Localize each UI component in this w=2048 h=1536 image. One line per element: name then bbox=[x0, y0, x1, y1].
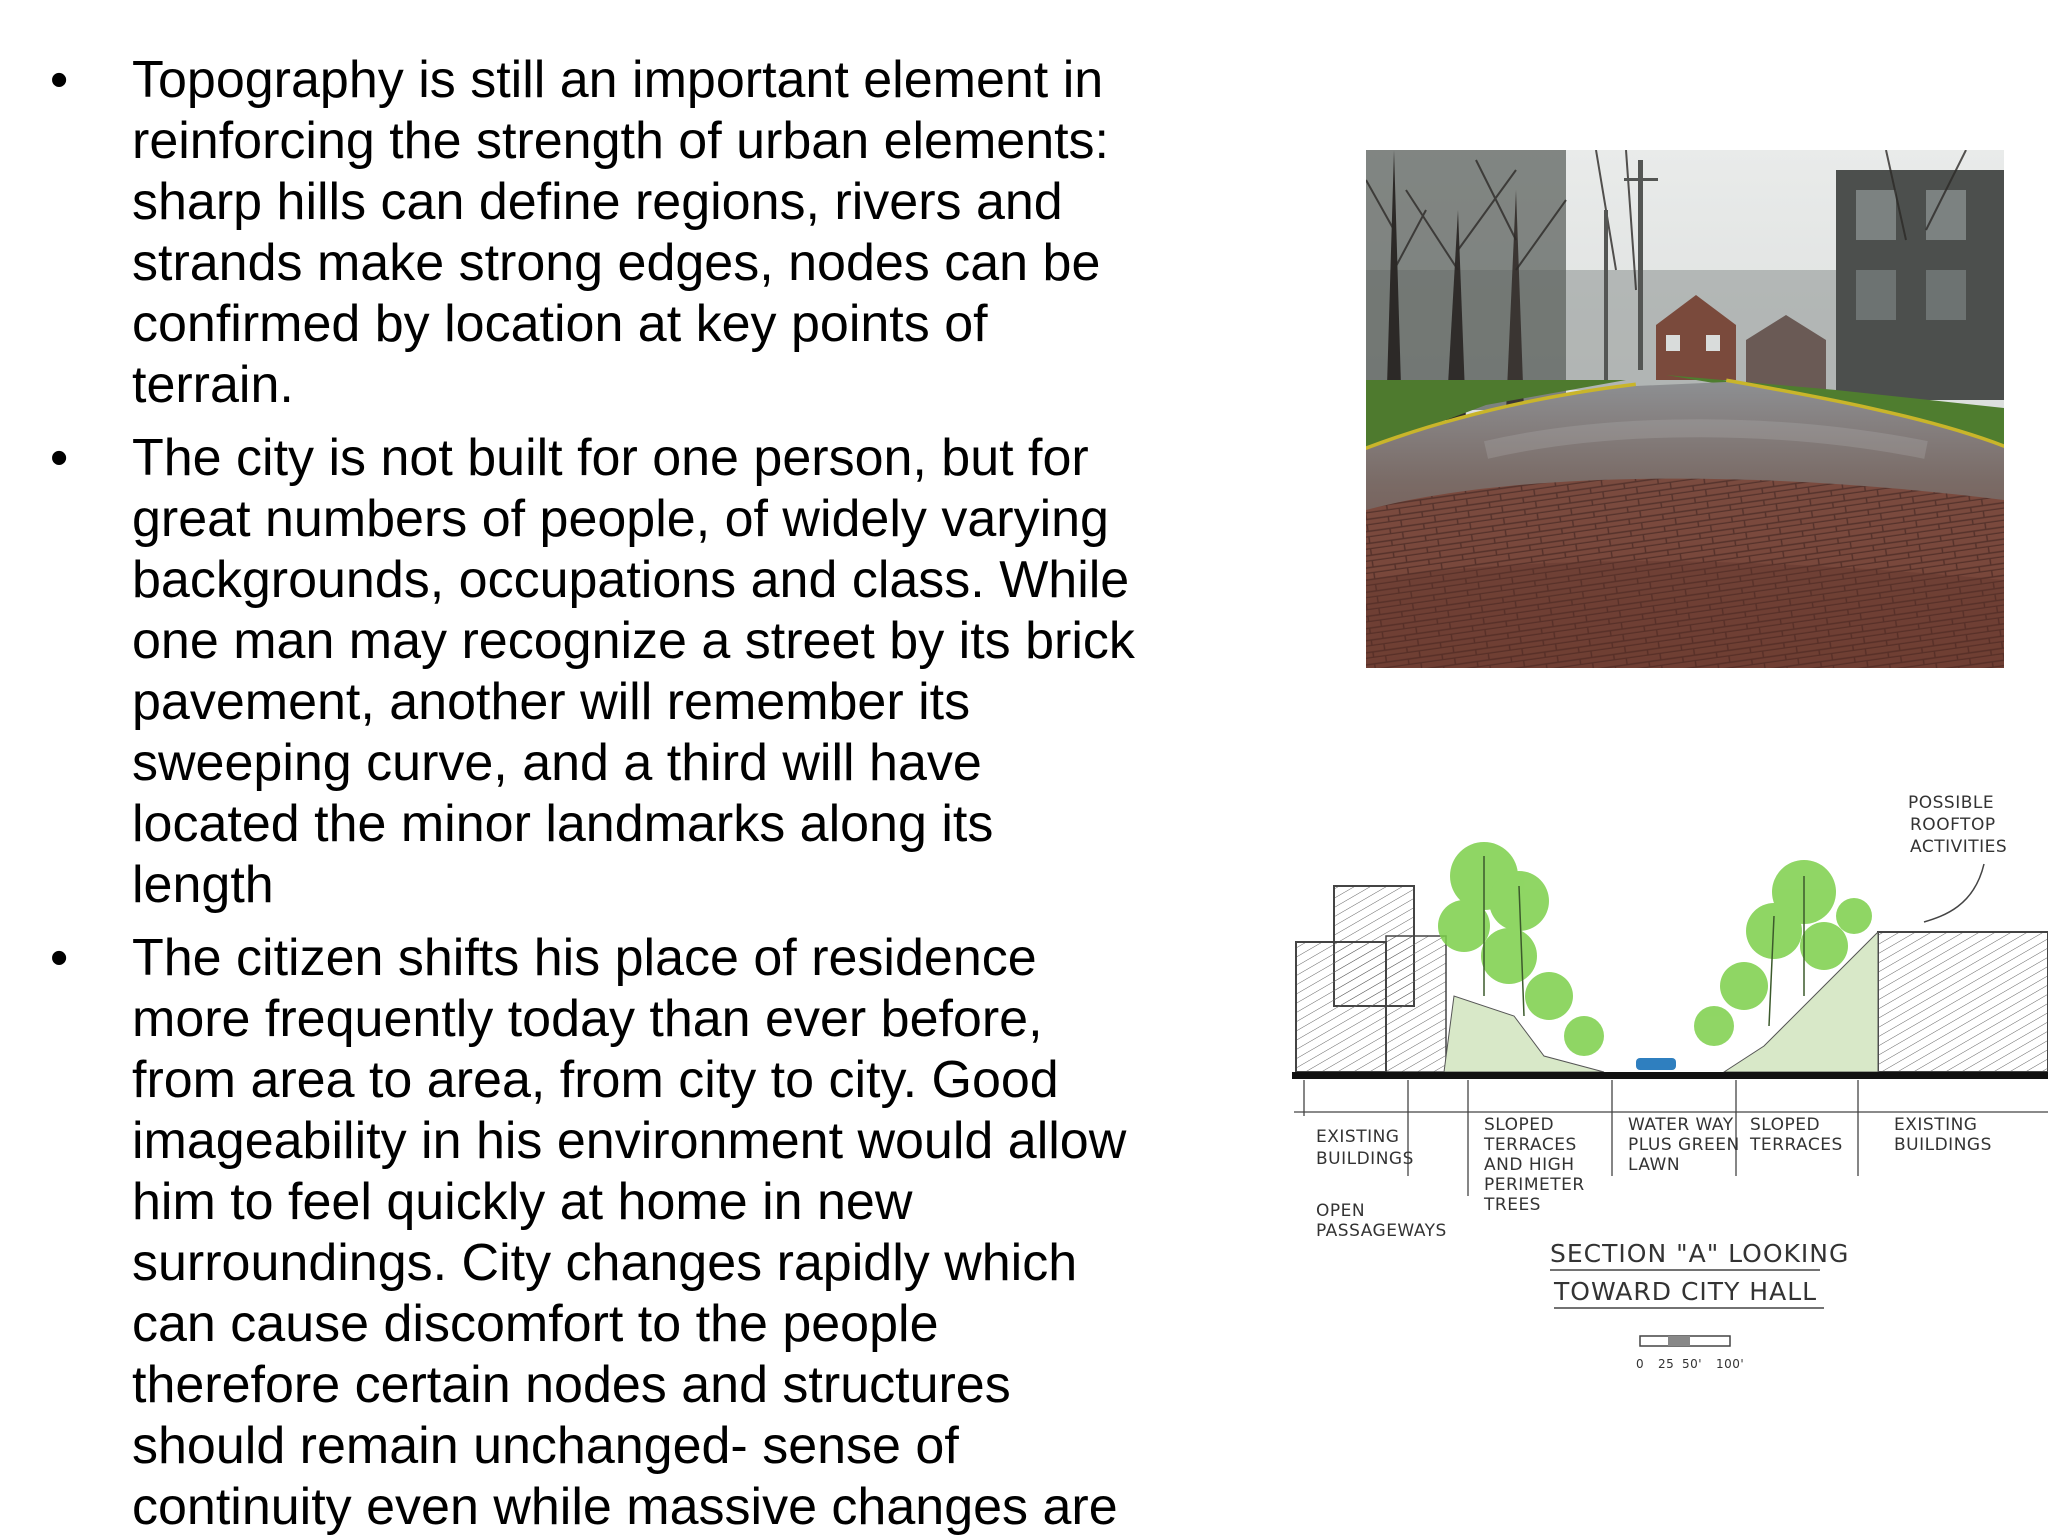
bullet-item bbox=[50, 928, 1290, 1536]
bullet-text-line: more frequently today than ever before, bbox=[132, 990, 1043, 1048]
scale-tick: 50' bbox=[1682, 1357, 1703, 1371]
label-rooftop-line: POSSIBLE bbox=[1908, 793, 1995, 813]
label-sloped-terraces-left: AND HIGH bbox=[1484, 1155, 1575, 1175]
bullet-marker: • bbox=[50, 429, 69, 487]
bullet-text-line: therefore certain nodes and structures bbox=[132, 1356, 1011, 1414]
label-water-way: PLUS GREEN bbox=[1628, 1135, 1740, 1155]
bullet-item bbox=[50, 428, 1290, 916]
section-title-line: TOWARD CITY HALL bbox=[1554, 1277, 1818, 1306]
street-section-sketch bbox=[1284, 696, 2048, 1536]
label-rooftop-line: ROOFTOP bbox=[1910, 815, 1996, 835]
label-sloped-terraces-right: SLOPED bbox=[1750, 1115, 1821, 1135]
bullet-text-line: continuity even while massive changes are bbox=[132, 1478, 1118, 1536]
bullet-text-line: Topography is still an important element in bbox=[132, 51, 1104, 109]
bullet-text-line: The citizen shifts his place of residence bbox=[132, 929, 1037, 987]
bullet-text-line: terrain. bbox=[132, 356, 294, 414]
bullet-item bbox=[50, 50, 1290, 416]
bullet-text-line: pavement, another will remember its bbox=[132, 673, 971, 731]
label-sloped-terraces-left: PERIMETER bbox=[1484, 1175, 1585, 1195]
label-existing-buildings-right: EXISTING bbox=[1894, 1115, 1978, 1135]
label-sloped-terraces-left: TERRACES bbox=[1484, 1135, 1577, 1155]
bullet-text-line: located the minor landmarks along its bbox=[132, 795, 994, 853]
bullet-text-line: length bbox=[132, 856, 274, 914]
bullet-text-line: reinforcing the strength of urban elements: bbox=[132, 112, 1110, 170]
bullet-text-line: can cause discomfort to the people bbox=[132, 1295, 939, 1353]
label-sloped-terraces-right: TERRACES bbox=[1750, 1135, 1843, 1155]
scale-tick: 25 bbox=[1658, 1357, 1675, 1371]
bullet-text-line: one man may recognize a street by its brick bbox=[132, 612, 1135, 670]
label-open-passageways: PASSAGEWAYS bbox=[1316, 1221, 1447, 1241]
bullet-text-line: backgrounds, occupations and class. While bbox=[132, 551, 1130, 609]
bullet-text-line: him to feel quickly at home in new bbox=[132, 1173, 913, 1231]
bullet-text-line: confirmed by location at key points of bbox=[132, 295, 988, 353]
bullet-text-line: should remain unchanged- sense of bbox=[132, 1417, 959, 1475]
label-water-way: WATER WAY bbox=[1628, 1115, 1734, 1135]
label-water-way: LAWN bbox=[1628, 1155, 1681, 1175]
label-sloped-terraces-left: TREES bbox=[1484, 1195, 1541, 1215]
bullet-text-line: strands make strong edges, nodes can be bbox=[132, 234, 1101, 292]
bullet-text-line: sweeping curve, and a third will have bbox=[132, 734, 982, 792]
bullet-text-line: imageability in his environment would allow bbox=[132, 1112, 1127, 1170]
label-sloped-terraces-left: SLOPED bbox=[1484, 1115, 1555, 1135]
bullet-text-line: sharp hills can define regions, rivers and bbox=[132, 173, 1063, 231]
label-existing-buildings-right: BUILDINGS bbox=[1894, 1135, 1992, 1155]
bullet-text-line: from area to area, from city to city. Good bbox=[132, 1051, 1059, 1109]
scale-tick: 0 bbox=[1636, 1357, 1645, 1371]
bullet-list bbox=[50, 50, 1290, 1536]
bullet-marker: • bbox=[50, 51, 69, 109]
section-title-line: SECTION "A" LOOKING bbox=[1550, 1239, 1850, 1268]
bullet-text-line: The city is not built for one person, but for bbox=[132, 429, 1089, 487]
bullet-text-line: surroundings. City changes rapidly which bbox=[132, 1234, 1078, 1292]
scale-tick: 100' bbox=[1716, 1357, 1745, 1371]
label-open-passageways: OPEN bbox=[1316, 1201, 1366, 1221]
bullet-marker: • bbox=[50, 929, 69, 987]
label-rooftop-line: ACTIVITIES bbox=[1910, 837, 2008, 857]
bullet-text-line: great numbers of people, of widely varying bbox=[132, 490, 1109, 548]
label-existing-buildings-left: BUILDINGS bbox=[1316, 1149, 1414, 1169]
label-existing-buildings-left: EXISTING bbox=[1316, 1127, 1400, 1147]
brick-street-photo bbox=[1366, 150, 2004, 668]
